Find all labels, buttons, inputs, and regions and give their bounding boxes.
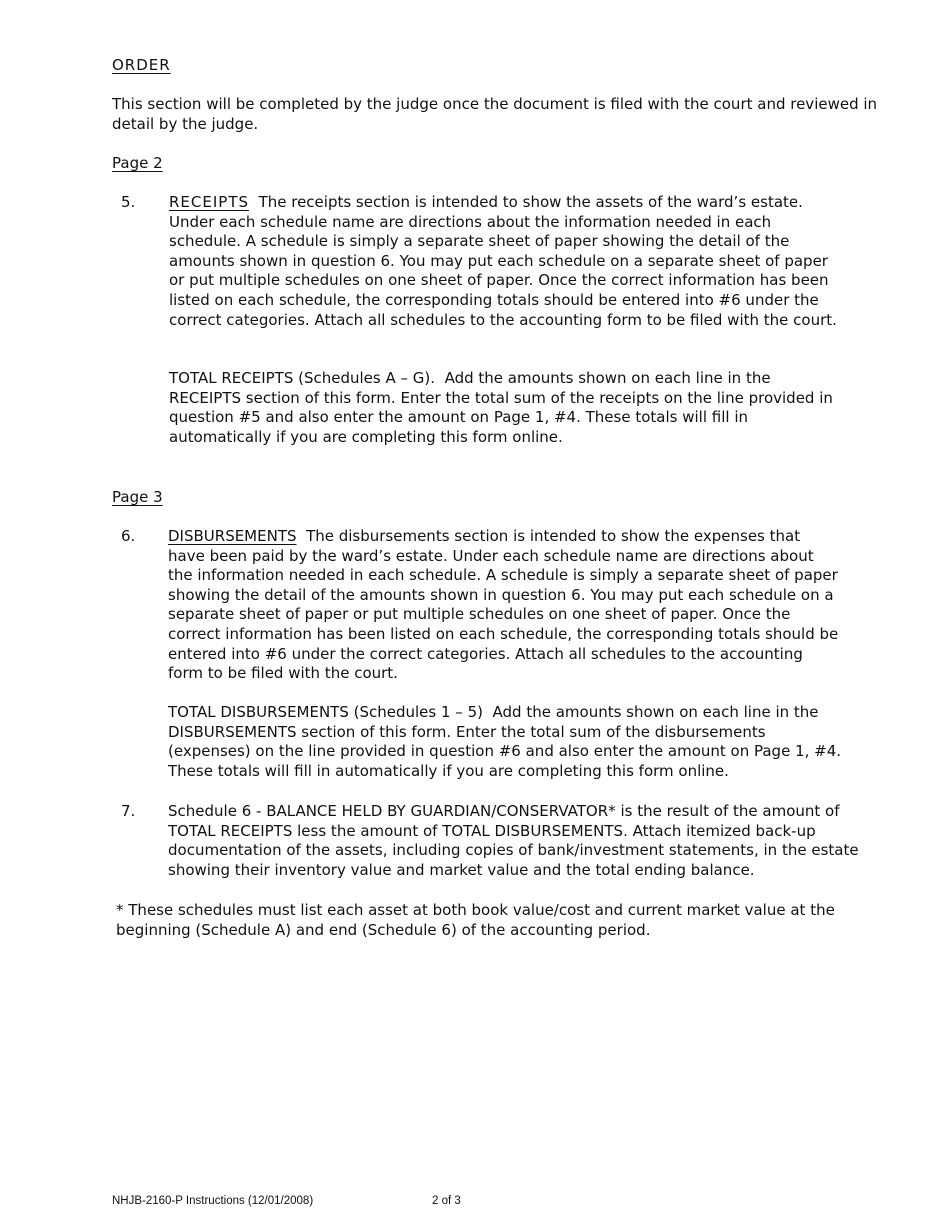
item7-number: 7. xyxy=(121,802,136,820)
order-heading: ORDER xyxy=(112,56,171,74)
item6-number: 6. xyxy=(121,527,136,545)
page3-heading: Page 3 xyxy=(112,488,163,506)
order-text: This section will be completed by the judge once the document is filed with the court and reviewed in detail by the judge. xyxy=(112,95,878,133)
item7-paragraph xyxy=(168,802,888,880)
item7-body-pre: is the result of the amount of xyxy=(620,802,840,820)
item5-body: The receipts section is intended to show the assets of the ward’s estate. Under each schedule name are directions about the information needed in each schedule. A schedule is simply a separate sheet of paper showing the detail of the amounts shown in question 6. You may put each schedule on a separate sheet of paper or put multiple schedules on one sheet of paper. Once the correct information has been listed on each schedule, the corresponding totals should be entered into #6 under the correct categories. Attach all schedules to the accounting form to be filed with the court. xyxy=(169,193,837,329)
item6-total-paragraph xyxy=(168,703,846,781)
footer-page-number: 2 of 3 xyxy=(432,1195,461,1207)
item6-paragraph xyxy=(168,527,840,684)
item7-term-total-disbursements: TOTAL DISBURSEMENTS xyxy=(442,821,624,840)
item5-title: RECEIPTS xyxy=(169,193,250,211)
item7-title: Schedule 6 - BALANCE HELD BY GUARDIAN/CONSERVATOR* xyxy=(168,802,616,820)
item6-title: DISBURSEMENTS xyxy=(168,527,297,545)
item7-body-post: . Attach itemized back-up documentation of the assets, including copies of bank/investment statements, in the estate showing their inventory value and market value and the total ending balance. xyxy=(168,821,859,879)
item5-number: 5. xyxy=(121,193,136,211)
item5-total-body: Add the amounts shown on each line in the RECEIPTS section of this form. Enter the total sum of the receipts on the line provided in question #5 and also enter the amount on Page 1, #4. These totals will fill in automatically if you are completing this form online. xyxy=(169,369,833,446)
item7-body-mid: less the amount of xyxy=(297,821,438,840)
item6-body: The disbursements section is intended to show the expenses that have been paid by the ward’s estate. Under each schedule name are directions about the information needed in each schedule. A schedule is simply a separate sheet of paper showing the detail of the amounts shown in question 6. You may put each schedule on a separate sheet of paper or put multiple schedules on one sheet of paper. Once the correct information has been listed on each schedule, the corresponding totals should be entered into #6 under the correct categories. Attach all schedules to the accounting form to be filed with the court. xyxy=(168,527,839,683)
footer-form-id: NHJB-2160-P Instructions (12/01/2008) xyxy=(112,1195,314,1207)
item6-total-title: TOTAL DISBURSEMENTS (Schedules 1 – 5) xyxy=(168,703,483,721)
item5-total-title: TOTAL RECEIPTS (Schedules A – G). xyxy=(169,369,436,387)
item7-term-total-receipts: TOTAL RECEIPTS xyxy=(168,821,293,840)
footnote: * These schedules must list each asset at both book value/cost and current market value at the beginning (Schedule A) and end (Schedule 6) of the accounting period. xyxy=(116,901,835,939)
item6-total-body: Add the amounts shown on each line in the DISBURSEMENTS section of this form. Enter the total sum of the disbursements (expenses) on the line provided in question #6 and also enter the amount on Page 1, #4. These totals will fill in automatically if you are completing this form online. xyxy=(168,703,842,780)
page2-heading: Page 2 xyxy=(112,154,163,172)
item5-paragraph xyxy=(169,193,841,330)
item5-total-paragraph xyxy=(169,369,837,447)
